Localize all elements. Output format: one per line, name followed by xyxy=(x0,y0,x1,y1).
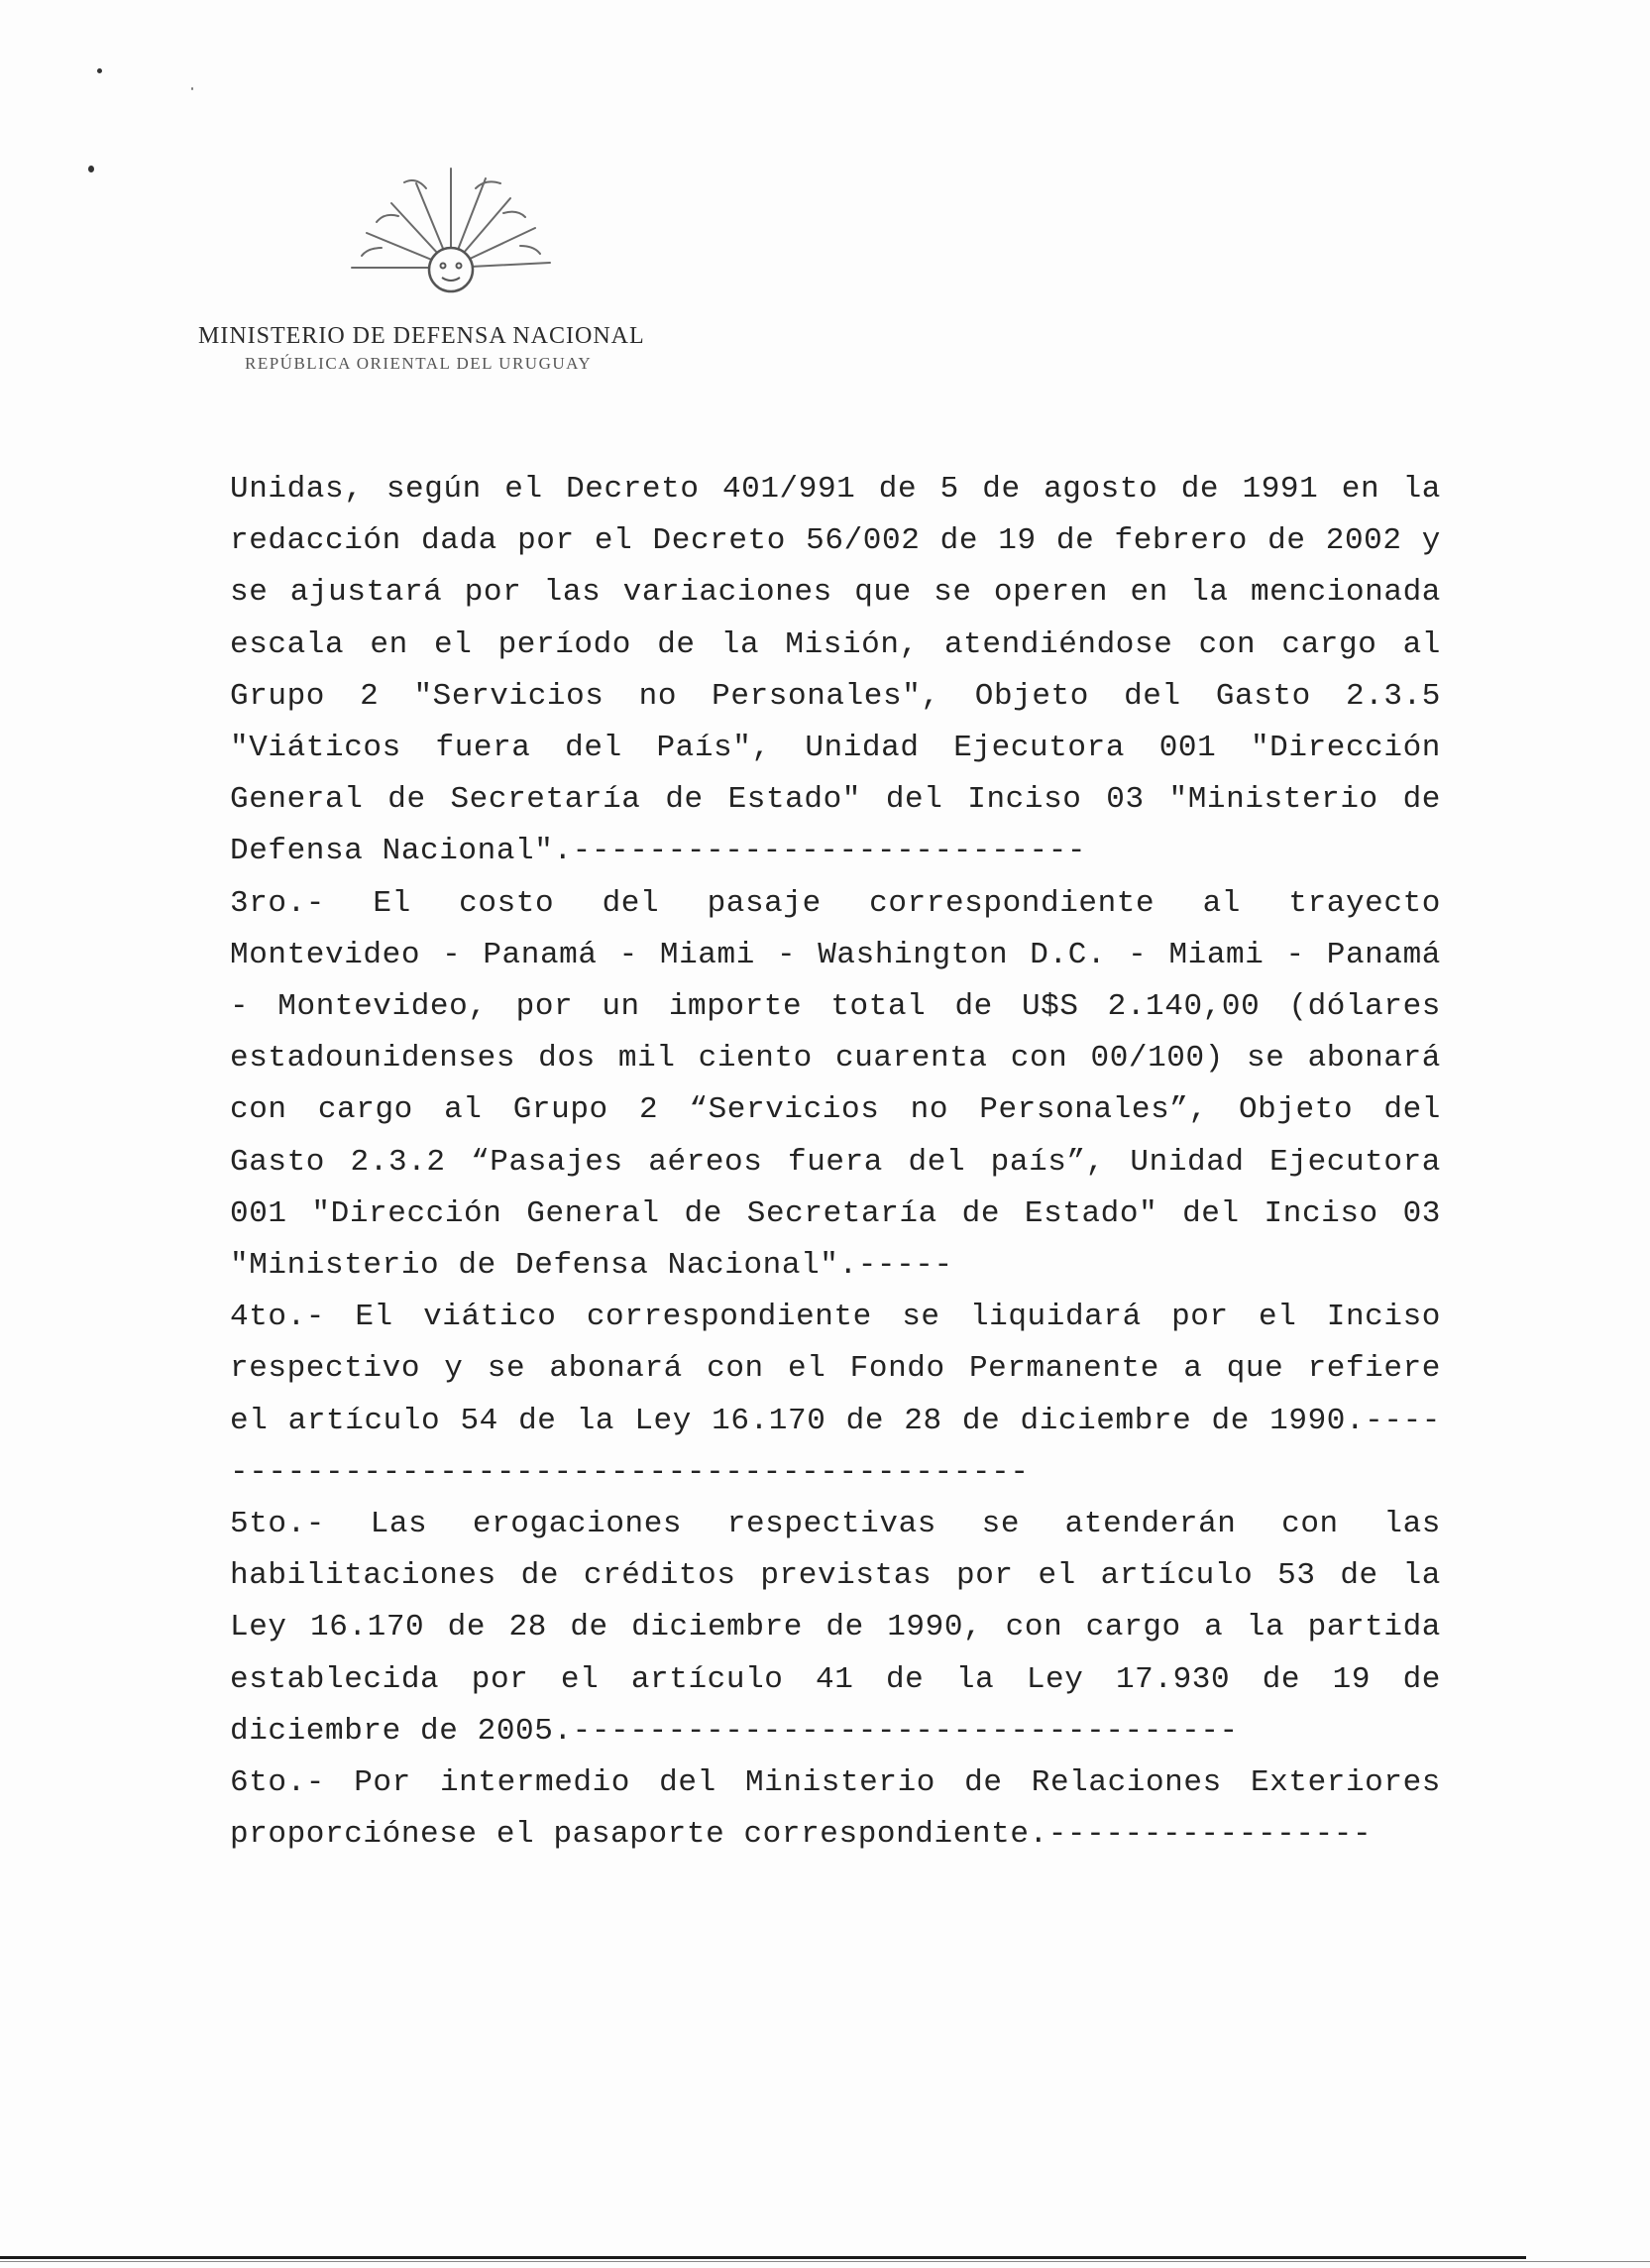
paragraph-article-5: 5to.- Las erogaciones respectivas se atenderán con las habilitaciones de créditos previstas por el artículo 53 de la Ley 16.170 de 28 de diciembre de 1990, con cargo a la partida establecida por el artículo 41 de la Ley 17.930 de 19 de diciembre de 2005.----------------------------------- xyxy=(230,1507,1441,1749)
sun-emblem-icon xyxy=(327,159,575,307)
scan-speck xyxy=(191,87,193,90)
scan-edge-line xyxy=(0,2256,1526,2259)
paragraph-article-3: 3ro.- El costo del pasaje correspondiente al trayecto Montevideo - Panamá - Miami - Washington D.C. - Miami - Panamá - Montevideo, por un importe total de U$S 2.140,00 (dólares estadounidenses dos mil ciento cuarenta con 00/100) se abonará con cargo al Grupo 2 “Servicios no Personales”, Objeto del Gasto 2.3.2 “Pasajes aéreos fuera del país”, Unidad Ejecutora 001 "Dirección General de Secretaría de Estado" del Inciso 03 "Ministerio de Defensa Nacional".----- xyxy=(230,885,1441,1284)
scan-speck xyxy=(97,68,102,73)
ministry-name: MINISTERIO DE DEFENSA NACIONAL xyxy=(198,323,645,349)
republic-name: REPÚBLICA ORIENTAL DEL URUGUAY xyxy=(245,354,593,373)
paragraph-continuation: Unidas, según el Decreto 401/991 de 5 de agosto de 1991 en la redacción dada por el Decreto 56/002 de 19 de febrero de 2002 y se ajustará por las variaciones que se operen en la mencionada escala en el período de la Misión, atendiéndose con cargo al Grupo 2 "Servicios no Personales", Objeto del Gasto 2.3.5 "Viáticos fuera del País", Unidad Ejecutora 001 "Dirección General de Secretaría de Estado" del Inciso 03 "Ministerio de Defensa Nacional".--------------------------- xyxy=(230,472,1441,869)
letterhead xyxy=(198,323,793,374)
resolution-body xyxy=(230,464,1441,1861)
scan-edge-line xyxy=(0,2261,1650,2262)
paragraph-article-6: 6to.- Por intermedio del Ministerio de Relaciones Exteriores proporciónese el pasaporte correspondiente.----------------- xyxy=(230,1765,1441,1853)
paragraph-article-4: 4to.- El viático correspondiente se liquidará por el Inciso respectivo y se abonará con el Fondo Permanente a que refiere el artículo 54 de la Ley 16.170 de 28 de diciembre de 1990.---------------------------------------------- xyxy=(230,1300,1441,1490)
scan-speck xyxy=(88,166,94,172)
